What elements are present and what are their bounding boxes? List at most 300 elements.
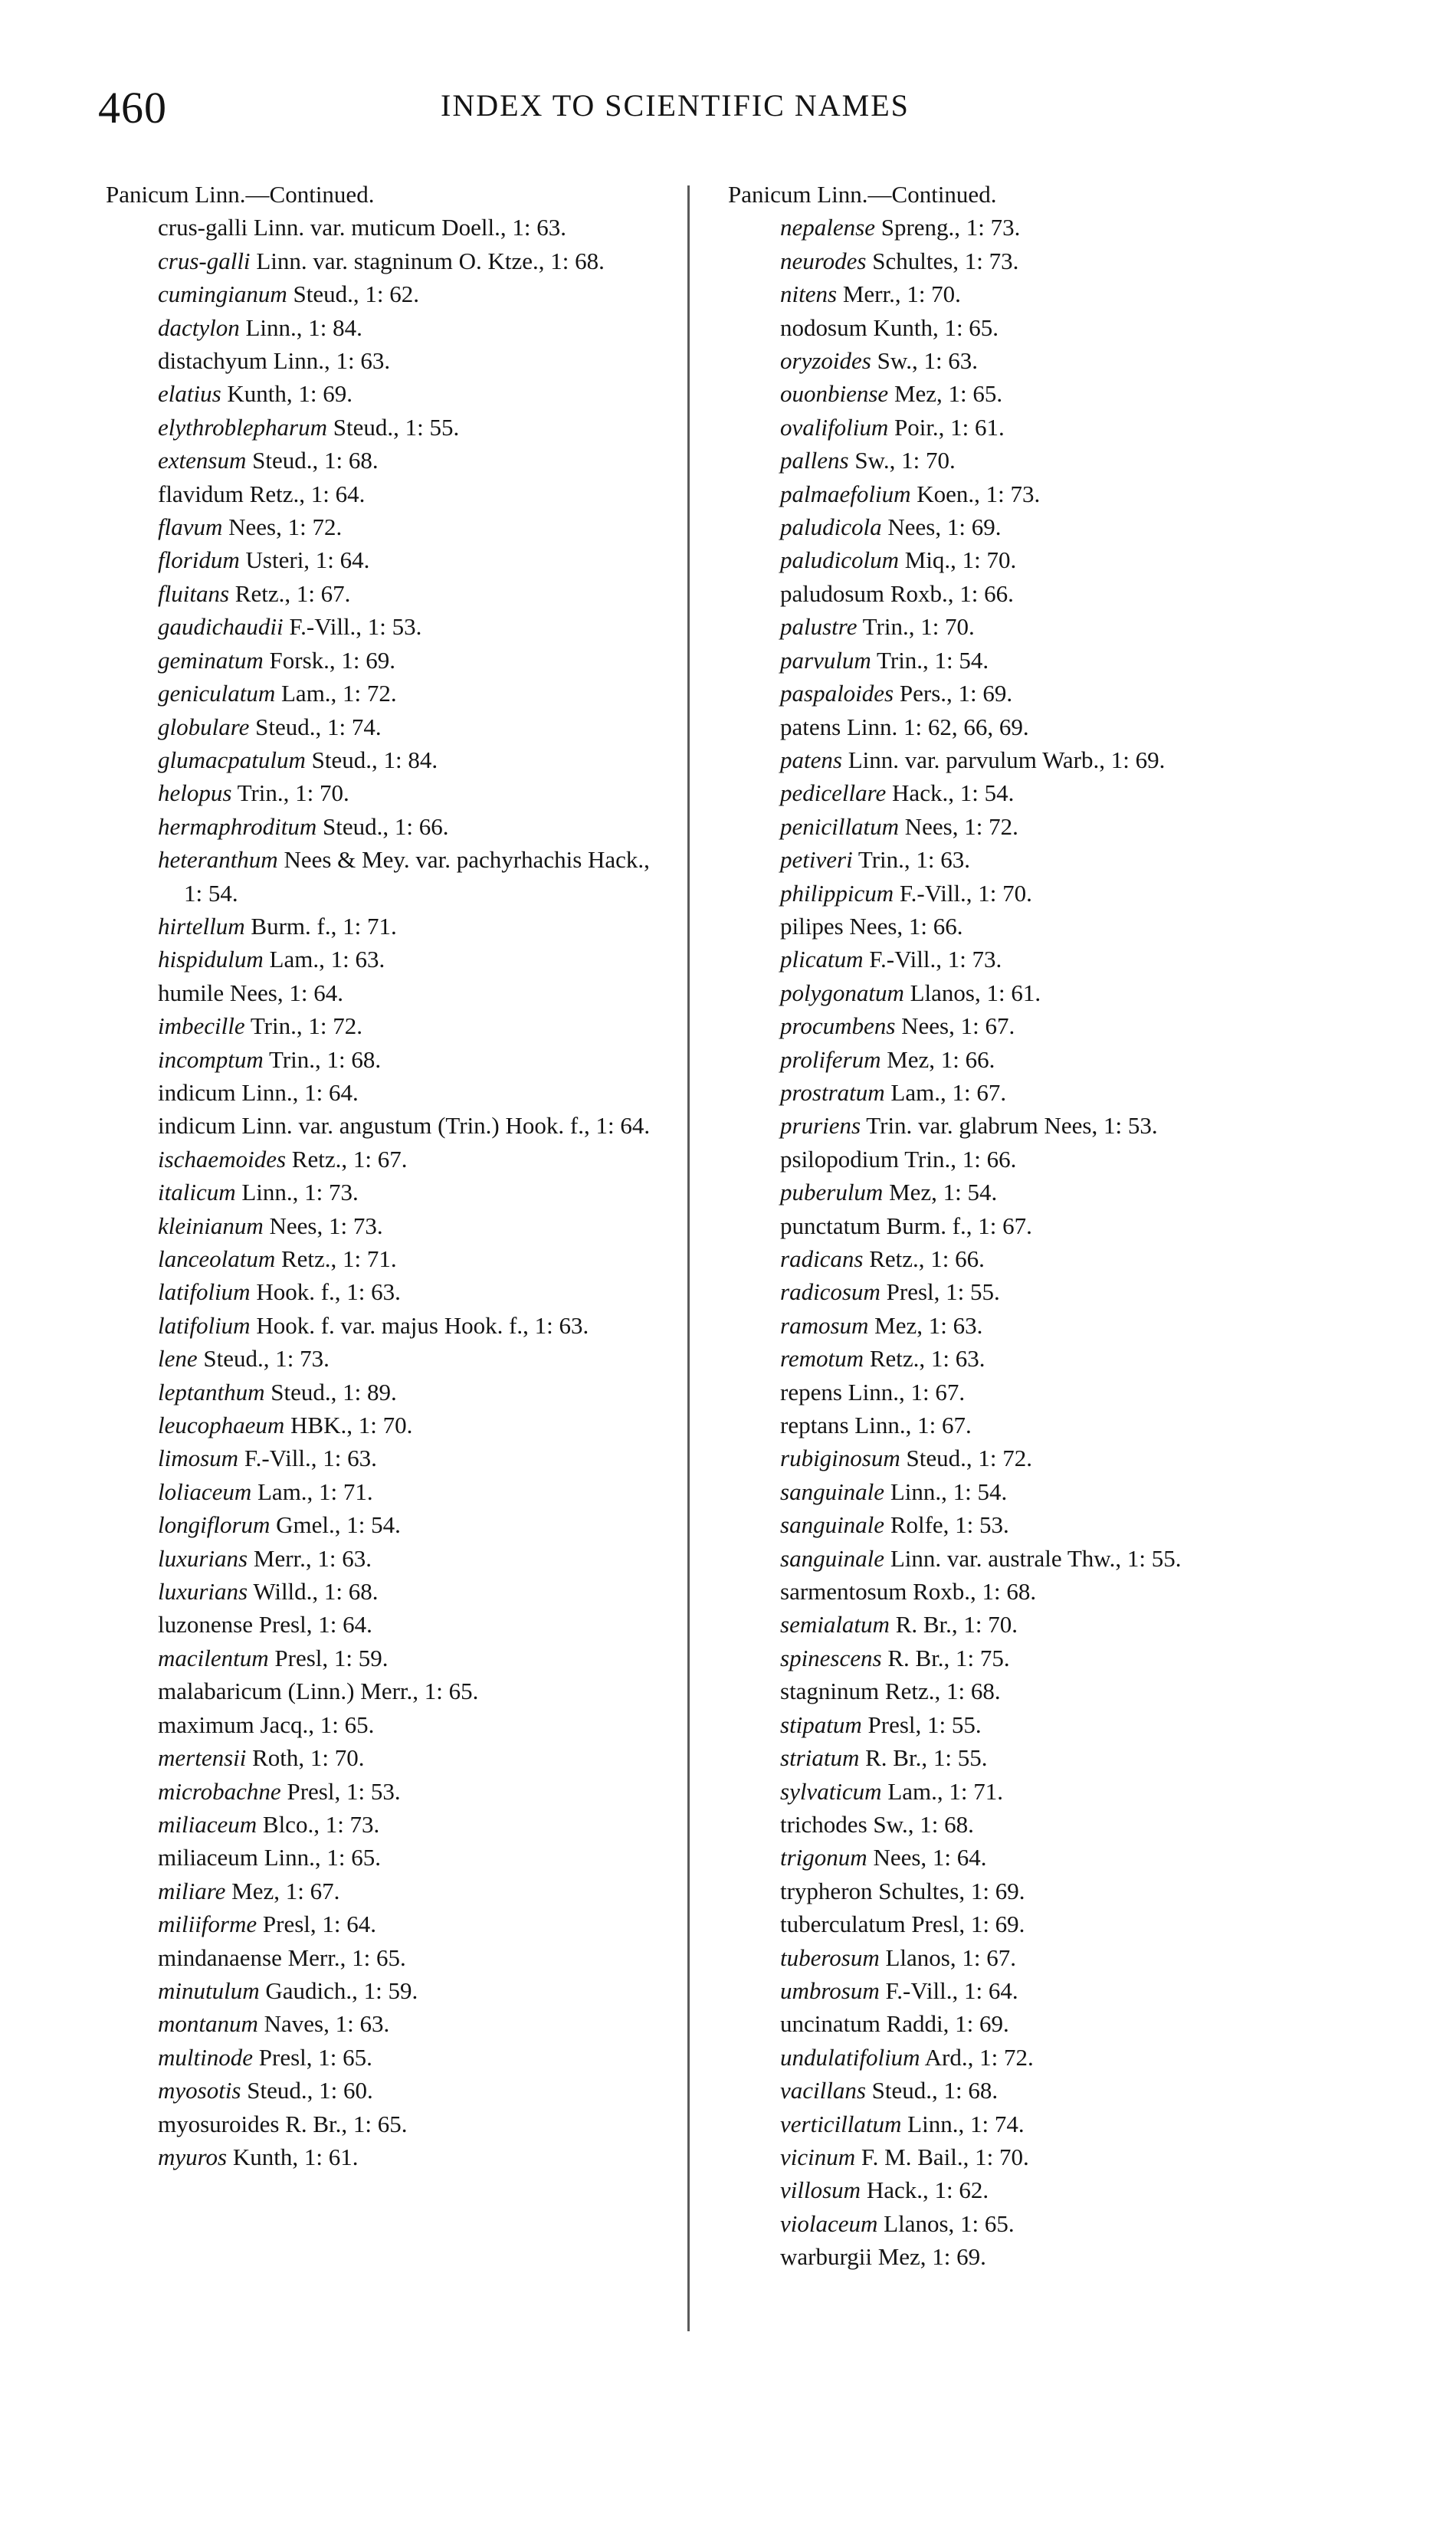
entry-reference: Presl, 1: 59. <box>268 1644 389 1671</box>
entry-name: cumingianum <box>158 280 287 308</box>
entry-reference: Merr., 1: 65. <box>281 1943 406 1971</box>
entry-name: psilopodium <box>780 1145 900 1173</box>
entry-name: ramosum <box>780 1311 869 1339</box>
entry-reference: Kunth, 1: 65. <box>867 313 999 341</box>
index-entry <box>106 1009 657 1042</box>
entry-reference: Trin., 1: 54. <box>871 646 989 674</box>
entry-reference: Mez, 1: 69. <box>871 2243 986 2271</box>
index-entry <box>728 1342 1356 1375</box>
entry-name: miliiforme <box>158 1911 257 1938</box>
entry-name: leptanthum <box>158 1378 265 1406</box>
page-number: 460 <box>98 83 167 133</box>
index-entry <box>728 344 1356 377</box>
entry-reference: Steud., 1: 62. <box>287 280 419 308</box>
entry-name: floridum <box>158 546 240 574</box>
entry-reference: Sw., 1: 63. <box>871 347 979 375</box>
index-entry <box>728 211 1356 244</box>
index-entry <box>728 577 1356 610</box>
entry-reference: Trin. var. glabrum Nees, 1: 53. <box>861 1112 1158 1140</box>
entry-name: nitens <box>780 280 838 308</box>
entry-reference: Gaudich., 1: 59. <box>259 1976 418 2004</box>
entry-name: elythroblepharum <box>158 413 327 441</box>
entry-reference: R. Br., 1: 65. <box>279 2110 408 2137</box>
entry-reference: Presl, 1: 69. <box>905 1911 1025 1938</box>
index-entry <box>106 1907 657 1940</box>
entry-reference: Mez, 1: 63. <box>868 1311 983 1339</box>
index-entry <box>728 1741 1356 1774</box>
index-entry <box>728 1575 1356 1608</box>
entry-name: punctatum <box>780 1212 880 1239</box>
index-entry <box>106 1475 657 1508</box>
entry-name: humile <box>158 979 225 1006</box>
index-entry <box>106 1043 657 1076</box>
entry-name: indicum <box>158 1078 236 1106</box>
index-entry <box>728 1775 1356 1808</box>
index-entry <box>728 2240 1356 2273</box>
entry-name: geminatum <box>158 646 264 674</box>
index-entry <box>106 311 657 344</box>
entry-name: imbecille <box>158 1012 245 1040</box>
entry-reference: Trin., 1: 70. <box>231 779 349 807</box>
index-entry <box>728 2140 1356 2173</box>
entry-name: macilentum <box>158 1644 269 1671</box>
entry-list <box>728 211 1356 2273</box>
entry-name: sanguinale <box>780 1544 885 1572</box>
entry-name: patens <box>780 746 842 773</box>
index-entry <box>106 1741 657 1774</box>
entry-reference: Miq., 1: 70. <box>899 546 1017 574</box>
entry-reference: Linn. var. angustum (Trin.) Hook. f., 1: 64. <box>235 1112 651 1140</box>
running-head-title: INDEX TO SCIENTIFIC NAMES <box>441 88 910 123</box>
entry-name: myosotis <box>158 2077 241 2104</box>
index-entry <box>106 2007 657 2040</box>
entry-name: elatius <box>158 380 221 408</box>
entry-name: pilipes <box>780 912 844 940</box>
entry-name: repens <box>780 1378 842 1406</box>
entry-name: trypheron <box>780 1877 873 1904</box>
column-heading: Panicum Linn.—Continued. <box>106 181 375 208</box>
entry-name: stipatum <box>780 1711 862 1738</box>
entry-name: petiveri <box>780 846 853 874</box>
entry-name: montanum <box>158 2010 258 2038</box>
entry-reference: Nees & Mey. var. pachyrhachis Hack., 1: 54. <box>184 846 650 907</box>
entry-name: umbrosum <box>780 1976 880 2004</box>
index-entry <box>728 1143 1356 1176</box>
entry-name: palustre <box>780 613 858 641</box>
index-entry <box>106 1176 657 1209</box>
index-entry <box>728 477 1356 510</box>
entry-reference: Forsk., 1: 69. <box>263 646 396 674</box>
entry-reference: R. Br., 1: 75. <box>881 1644 1010 1671</box>
entry-name: mindanaense <box>158 1943 282 1971</box>
entry-name: nodosum <box>780 313 867 341</box>
index-entry <box>106 644 657 677</box>
index-entry <box>728 1176 1356 1209</box>
entry-name: latifolium <box>158 1311 251 1339</box>
entry-reference: Poir., 1: 61. <box>888 413 1005 441</box>
entry-name: ouonbiense <box>780 380 889 408</box>
index-entry <box>106 277 657 310</box>
index-entry <box>728 710 1356 743</box>
index-entry <box>728 1475 1356 1508</box>
entry-reference: Trin., 1: 72. <box>244 1012 362 1040</box>
entry-name: plicatum <box>780 946 864 973</box>
entry-name: miliare <box>158 1877 226 1904</box>
entry-name: miliaceum <box>158 1844 258 1871</box>
entry-reference: Nees, 1: 69. <box>881 513 1002 541</box>
entry-name: penicillatum <box>780 812 899 840</box>
entry-reference: Linn., 1: 74. <box>901 2110 1025 2137</box>
index-entry <box>106 810 657 843</box>
entry-name: maximum <box>158 1711 254 1738</box>
entry-reference: Ard., 1: 72. <box>920 2043 1034 2071</box>
entry-name: fluitans <box>158 579 230 607</box>
entry-reference: Retz., 1: 66. <box>863 1245 985 1272</box>
entry-reference: Kunth, 1: 61. <box>227 2143 359 2170</box>
entry-reference: Retz., 1: 68. <box>879 1678 1001 1705</box>
index-entry <box>728 776 1356 809</box>
entry-reference: Steud., 1: 89. <box>264 1378 397 1406</box>
index-entry <box>106 843 657 910</box>
entry-name: vacillans <box>780 2077 866 2104</box>
index-column-right <box>728 178 1356 2274</box>
index-entry <box>728 1076 1356 1109</box>
entry-reference: Hack., 1: 62. <box>861 2176 989 2204</box>
index-entry <box>728 677 1356 710</box>
entry-name: leucophaeum <box>158 1412 285 1439</box>
entry-reference: Hack., 1: 54. <box>886 779 1015 807</box>
index-entry <box>106 1076 657 1109</box>
entry-name: helopus <box>158 779 232 807</box>
entry-name: glumacpatulum <box>158 746 306 773</box>
entry-name: villosum <box>780 2176 861 2204</box>
entry-name: ovalifolium <box>780 413 889 441</box>
entry-reference: Sw., 1: 70. <box>848 447 956 474</box>
entry-list <box>106 211 657 2173</box>
index-entry <box>106 2074 657 2107</box>
entry-reference: Trin., 1: 63. <box>852 846 971 874</box>
entry-name: paludicola <box>780 513 882 541</box>
index-entry <box>728 810 1356 843</box>
entry-name: paspaloides <box>780 680 894 707</box>
index-entry <box>728 1043 1356 1076</box>
entry-reference: Steud., 1: 72. <box>900 1445 1032 1472</box>
index-entry <box>106 1675 657 1707</box>
entry-name: sanguinale <box>780 1478 885 1505</box>
index-entry <box>106 1409 657 1442</box>
entry-reference: Raddi, 1: 69. <box>880 2010 1009 2038</box>
entry-name: violaceum <box>780 2209 878 2237</box>
index-entry <box>728 277 1356 310</box>
entry-reference: Roxb., 1: 66. <box>884 579 1014 607</box>
index-entry <box>728 910 1356 943</box>
entry-reference: F.-Vill., 1: 53. <box>283 613 422 641</box>
entry-reference: R. Br., 1: 55. <box>859 1744 988 1772</box>
index-entry <box>106 1708 657 1741</box>
entry-name: reptans <box>780 1412 849 1439</box>
index-entry <box>106 976 657 1009</box>
index-entry <box>728 943 1356 976</box>
index-entry <box>728 1542 1318 1575</box>
entry-reference: R. Br., 1: 70. <box>889 1611 1018 1638</box>
entry-reference: Nees, 1: 64. <box>224 979 343 1006</box>
entry-reference: F.-Vill., 1: 73. <box>863 946 1002 973</box>
index-entry <box>106 2140 657 2173</box>
index-entry <box>728 1275 1356 1308</box>
index-entry <box>106 411 657 444</box>
entry-name: miliaceum <box>158 1810 257 1838</box>
entry-reference: Linn., 1: 63. <box>267 347 391 375</box>
entry-reference: Lam., 1: 63. <box>263 946 385 973</box>
index-entry <box>106 1642 657 1675</box>
index-entry <box>728 1508 1356 1541</box>
index-entry <box>106 2041 657 2074</box>
index-entry <box>728 843 1356 876</box>
entry-name: microbachne <box>158 1777 281 1805</box>
index-entry <box>728 1608 1356 1641</box>
entry-name: lanceolatum <box>158 1245 276 1272</box>
entry-reference: Willd., 1: 68. <box>248 1578 379 1606</box>
entry-reference: Burm. f., 1: 71. <box>244 912 397 940</box>
index-entry <box>728 610 1356 643</box>
entry-name: limosum <box>158 1445 239 1472</box>
entry-name: neurodes <box>780 247 867 274</box>
index-entry <box>106 444 657 477</box>
entry-reference: Roth, 1: 70. <box>246 1744 365 1772</box>
entry-name: pallens <box>780 447 849 474</box>
entry-reference: Retz., 1: 67. <box>229 579 351 607</box>
index-entry <box>728 377 1356 410</box>
entry-reference: Schultes, 1: 69. <box>872 1877 1025 1904</box>
entry-reference: Linn. 1: 62, 66, 69. <box>841 713 1029 740</box>
entry-name: luxurians <box>158 1578 248 1606</box>
index-entry <box>106 910 657 943</box>
entry-reference: Kunth, 1: 69. <box>221 380 353 408</box>
entry-reference: Burm. f., 1: 67. <box>880 1212 1032 1239</box>
entry-reference: Merr., 1: 70. <box>837 280 961 308</box>
entry-reference: Mez, 1: 54. <box>883 1179 998 1206</box>
entry-reference: Nees, 1: 73. <box>263 1212 383 1239</box>
index-entry <box>106 1875 657 1907</box>
index-entry <box>728 1875 1356 1907</box>
entry-name: striatum <box>780 1744 860 1772</box>
entry-reference: Linn., 1: 65. <box>257 1844 382 1871</box>
entry-reference: Mez, 1: 67. <box>225 1877 340 1904</box>
entry-reference: Koen., 1: 73. <box>910 480 1041 507</box>
entry-reference: Jacq., 1: 65. <box>254 1711 375 1738</box>
entry-reference: Linn., 1: 64. <box>235 1078 359 1106</box>
index-entry <box>728 1442 1356 1474</box>
entry-name: hirtellum <box>158 912 245 940</box>
index-entry <box>728 1708 1356 1741</box>
index-entry <box>728 2007 1356 2040</box>
entry-reference: Rolfe, 1: 53. <box>884 1511 1009 1539</box>
entry-reference: Retz., 1: 64. <box>243 480 366 507</box>
index-entry <box>106 1376 657 1409</box>
index-entry <box>106 543 657 576</box>
index-entry <box>106 244 657 277</box>
entry-reference: Presl, 1: 55. <box>861 1711 982 1738</box>
entry-reference: Presl, 1: 55. <box>880 1278 1000 1306</box>
index-entry <box>106 1808 657 1841</box>
entry-reference: Trin., 1: 68. <box>263 1045 382 1073</box>
index-entry <box>106 943 657 976</box>
entry-reference: Lam., 1: 67. <box>884 1078 1007 1106</box>
entry-name: tuberosum <box>780 1943 880 1971</box>
entry-reference: Schultes, 1: 73. <box>866 247 1019 274</box>
entry-reference: Lam., 1: 71. <box>251 1478 373 1505</box>
index-entry <box>106 1275 657 1308</box>
entry-name: malabaricum <box>158 1678 282 1705</box>
index-entry <box>106 1575 657 1608</box>
entry-name: dactylon <box>158 313 240 341</box>
entry-name: vicinum <box>780 2143 856 2170</box>
entry-name: flavidum <box>158 480 244 507</box>
entry-name: crus-galli <box>158 214 248 241</box>
entry-reference: Trin., 1: 66. <box>899 1145 1017 1173</box>
index-entry <box>728 2041 1356 2074</box>
entry-reference: Linn., 1: 73. <box>235 1179 359 1206</box>
index-entry <box>106 1242 657 1275</box>
entry-reference: Steud., 1: 66. <box>316 812 449 840</box>
entry-name: minutulum <box>158 1976 260 2004</box>
entry-reference: Merr., 1: 63. <box>248 1544 372 1572</box>
index-entry <box>728 1209 1356 1242</box>
index-entry <box>106 1608 657 1641</box>
entry-reference: Steud., 1: 68. <box>246 447 379 474</box>
entry-reference: Llanos, 1: 65. <box>877 2209 1015 2237</box>
entry-name: prostratum <box>780 1078 885 1106</box>
entry-reference: Nees, 1: 66. <box>843 912 963 940</box>
entry-reference: Linn., 1: 67. <box>841 1378 966 1406</box>
index-entry <box>728 877 1356 910</box>
entry-name: remotum <box>780 1345 864 1373</box>
entry-reference: F. M. Bail., 1: 70. <box>855 2143 1029 2170</box>
entry-reference: Linn., 1: 84. <box>239 313 362 341</box>
entry-reference: Steud., 1: 74. <box>249 713 382 740</box>
index-entry <box>106 1342 657 1375</box>
entry-reference: Retz., 1: 71. <box>275 1245 397 1272</box>
entry-name: tuberculatum <box>780 1911 906 1938</box>
index-entry <box>728 1309 1356 1342</box>
entry-name: sylvaticum <box>780 1777 882 1805</box>
entry-reference: Hook. f. var. majus Hook. f., 1: 63. <box>250 1311 589 1339</box>
entry-name: extensum <box>158 447 247 474</box>
entry-name: myosuroides <box>158 2110 280 2137</box>
index-entry <box>728 1009 1356 1042</box>
index-entry <box>106 610 657 643</box>
entry-name: verticillatum <box>780 2110 902 2137</box>
entry-name: mertensii <box>158 1744 247 1772</box>
entry-reference: Linn. var. stagninum O. Ktze., 1: 68. <box>250 247 605 274</box>
index-entry <box>728 1907 1356 1940</box>
entry-reference: Linn., 1: 67. <box>848 1412 972 1439</box>
entry-name: stagninum <box>780 1678 880 1705</box>
index-entry <box>728 976 1356 1009</box>
entry-name: uncinatum <box>780 2010 880 2038</box>
entry-reference: Steud., 1: 55. <box>326 413 460 441</box>
entry-reference: Pers., 1: 69. <box>894 680 1013 707</box>
entry-name: paludosum <box>780 579 885 607</box>
entry-name: crus-galli <box>158 247 251 274</box>
index-entry <box>728 1109 1356 1142</box>
entry-reference: Linn. var. muticum Doell., 1: 63. <box>248 214 566 241</box>
entry-name: spinescens <box>780 1644 882 1671</box>
entry-reference: F.-Vill., 1: 70. <box>894 879 1032 907</box>
entry-reference: Gmel., 1: 54. <box>270 1511 401 1539</box>
entry-name: puberulum <box>780 1179 884 1206</box>
index-entry <box>728 411 1356 444</box>
index-entry <box>106 2108 657 2140</box>
entry-name: sarmentosum <box>780 1578 907 1606</box>
entry-reference: Naves, 1: 63. <box>257 2010 390 2038</box>
entry-name: parvulum <box>780 646 871 674</box>
entry-reference: Presl, 1: 53. <box>280 1777 401 1805</box>
entry-name: italicum <box>158 1179 236 1206</box>
entry-name: longiflorum <box>158 1511 271 1539</box>
index-entry <box>728 2207 1356 2240</box>
index-entry <box>728 1941 1356 1974</box>
index-entry <box>106 1442 657 1474</box>
index-entry <box>728 244 1356 277</box>
entry-reference: (Linn.) Merr., 1: 65. <box>281 1678 479 1705</box>
entry-name: multinode <box>158 2043 253 2071</box>
entry-name: pedicellare <box>780 779 887 807</box>
index-entry <box>728 444 1356 477</box>
index-entry <box>728 1642 1356 1675</box>
index-entry <box>106 510 657 543</box>
entry-name: hispidulum <box>158 946 264 973</box>
entry-name: kleinianum <box>158 1212 264 1239</box>
entry-reference: Presl, 1: 64. <box>252 1611 372 1638</box>
entry-name: flavum <box>158 513 223 541</box>
index-column-left <box>106 178 657 2173</box>
entry-reference: Llanos, 1: 61. <box>903 979 1041 1006</box>
index-entry <box>728 644 1356 677</box>
index-entry <box>106 1542 657 1575</box>
index-entry <box>728 2108 1356 2140</box>
entry-reference: Roxb., 1: 68. <box>907 1578 1037 1606</box>
entry-name: palmaefolium <box>780 480 911 507</box>
entry-reference: Llanos, 1: 67. <box>879 1943 1016 1971</box>
entry-name: warburgii <box>780 2243 872 2271</box>
entry-reference: Presl, 1: 64. <box>257 1911 377 1938</box>
index-entry <box>106 477 657 510</box>
entry-name: nepalense <box>780 214 875 241</box>
entry-reference: Steud., 1: 84. <box>305 746 438 773</box>
entry-reference: Steud., 1: 60. <box>241 2077 373 2104</box>
entry-reference: Sw., 1: 68. <box>867 1810 974 1838</box>
index-entry <box>728 1974 1356 2007</box>
entry-name: pruriens <box>780 1112 861 1140</box>
entry-reference: Nees, 1: 64. <box>867 1844 987 1871</box>
entry-reference: Hook. f., 1: 63. <box>250 1278 401 1306</box>
entry-name: latifolium <box>158 1278 251 1306</box>
index-entry <box>106 1309 657 1342</box>
entry-name: lene <box>158 1345 198 1373</box>
entry-name: paludicolum <box>780 546 899 574</box>
entry-reference: Retz., 1: 67. <box>286 1145 408 1173</box>
index-entry <box>106 1508 657 1541</box>
index-entry <box>106 1974 657 2007</box>
entry-name: geniculatum <box>158 680 276 707</box>
index-entry <box>106 710 657 743</box>
entry-name: ischaemoides <box>158 1145 287 1173</box>
index-entry <box>106 344 657 377</box>
index-entry <box>106 1775 657 1808</box>
entry-reference: Blco., 1: 73. <box>257 1810 380 1838</box>
entry-reference: Usteri, 1: 64. <box>239 546 370 574</box>
